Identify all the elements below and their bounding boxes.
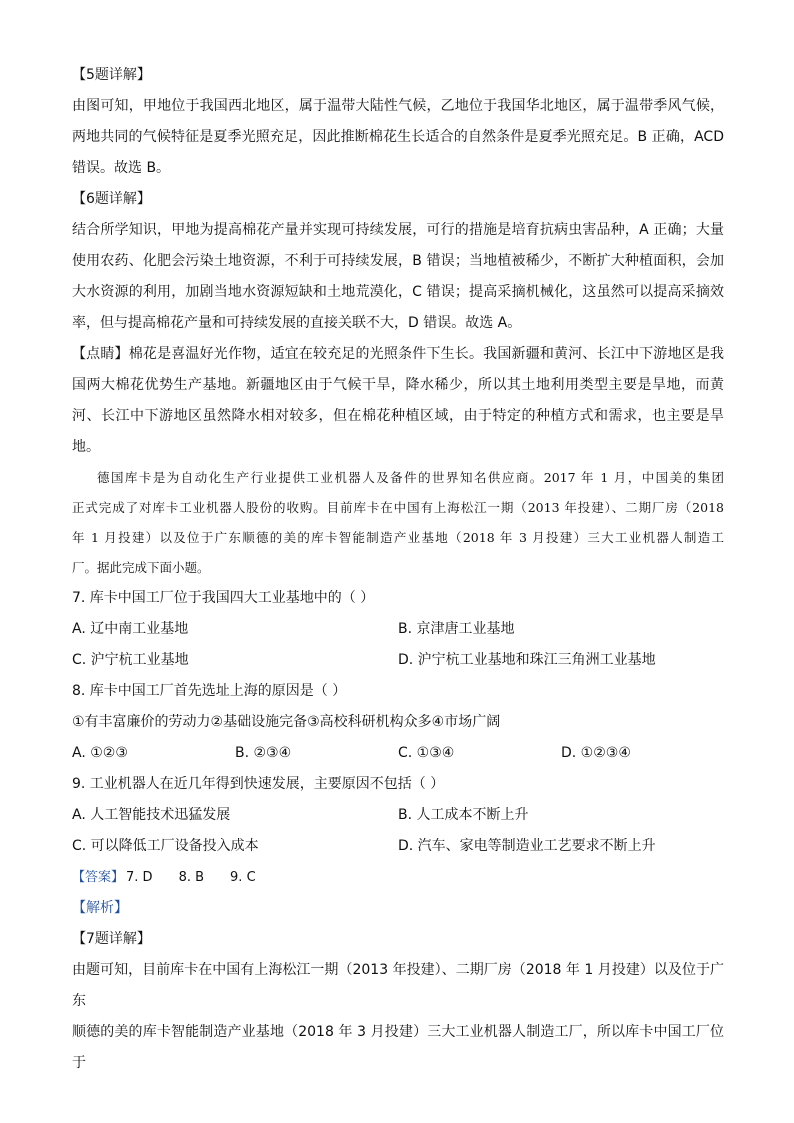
q9-option-a: A. 人工智能技术迅猛发展 [72, 807, 231, 823]
q7-options-row-2 [72, 645, 724, 676]
q6-line-1: 结合所学知识，甲地为提高棉花产量并实现可持续发展，可行的措施是培育抗病虫害品种，A 正确；大量 [72, 222, 724, 238]
q8-stem: 8. 库卡中国工厂首先选址上海的原因是（ ） [72, 683, 347, 699]
document-page [72, 60, 724, 1079]
note-first-line: 棉花是喜温好光作物，适宜在较充足的光照条件下生长。我国新疆和黄河、长江中下游地区是我 [128, 346, 725, 362]
answer-row [72, 862, 724, 893]
passage-line-3: 年 1 月投建）以及位于广东顺德的美的库卡智能制造产业基地（2018 年 3 月投建）三大工业机器人制造工 [72, 530, 724, 545]
q8-options-row [72, 738, 724, 769]
note-line-1 [72, 339, 724, 370]
q7-option-a: A. 辽中南工业基地 [72, 621, 189, 637]
q7-option-c: C. 沪宁杭工业基地 [72, 652, 189, 668]
q8-option-d: D. ①②③④ [561, 745, 631, 761]
q6-line-4: 率，但与提高棉花产量和可持续发展的直接关联不大，D 错误。故选 A。 [72, 315, 522, 331]
analysis-label: 【解析】 [72, 900, 128, 916]
note-label: 【点睛】 [72, 346, 129, 362]
q9-option-b: B. 人工成本不断上升 [398, 807, 529, 823]
note-line-2: 国两大棉花优势生产基地。新疆地区由于气候干旱，降水稀少，所以其土地利用类型主要是旱地，而黄 [72, 377, 724, 393]
q8-option-c: C. ①③④ [398, 745, 455, 761]
q9-options-row-2 [72, 831, 724, 862]
answer-item-7: 7. D [126, 870, 153, 885]
passage-line-1: 德国库卡是为自动化生产行业提供工业机器人及备件的世界知名供应商。2017 年 1 月，中国美的集团 [97, 470, 724, 485]
q7-detail-line-2: 顺德的美的库卡智能制造产业基地（2018 年 3 月投建）三大工业机器人制造工厂，所以库卡中国工厂位于 [72, 1024, 724, 1071]
answer-label: 【答案】 [72, 870, 125, 885]
q6-line-2: 使用农药、化肥会污染土地资源，不利于可持续发展，B 错误；当地植被稀少，不断扩大种植面积，会加 [72, 253, 724, 269]
q5-line-2: 两地共同的气候特征是夏季光照充足，因此推断棉花生长适合的自然条件是夏季光照充足。B 正确，ACD [72, 129, 724, 145]
q7-option-b: B. 京津唐工业基地 [398, 621, 515, 637]
q6-heading: 【6题详解】 [72, 191, 151, 207]
q9-option-d: D. 汽车、家电等制造业工艺要求不断上升 [398, 838, 656, 854]
q7-options-row-1 [72, 614, 724, 645]
q8-option-a: A. ①②③ [72, 745, 128, 761]
q5-heading: 【5题详解】 [72, 67, 151, 83]
q9-stem: 9. 工业机器人在近几年得到快速发展，主要原因不包括（ ） [72, 776, 445, 792]
passage-line-2: 正式完成了对库卡工业机器人股份的收购。目前库卡在中国有上海松江一期（2013 年投建）、二期厂房（2018 [72, 500, 724, 515]
note-line-4: 地。 [72, 439, 100, 455]
note-line-3: 河、长江中下游地区虽然降水相对较多，但在棉花种植区域，由于特定的种植方式和需求，也主要是旱 [72, 408, 724, 424]
q6-line-3: 大水资源的利用，加剧当地水资源短缺和土地荒漠化，C 错误；提高采摘机械化，这虽然可以提高采摘效 [72, 284, 724, 300]
q9-option-c: C. 可以降低工厂设备投入成本 [72, 838, 259, 854]
q7-detail-heading: 【7题详解】 [72, 931, 151, 947]
answer-item-8: 8. B [178, 870, 205, 885]
q7-stem: 7. 库卡中国工厂位于我国四大工业基地中的（ ） [72, 590, 375, 606]
q7-detail-line-1: 由题可知，目前库卡在中国有上海松江一期（2013 年投建）、二期厂房（2018 年 1 月投建）以及位于广东 [72, 962, 724, 1009]
q7-option-d: D. 沪宁杭工业基地和珠江三角洲工业基地 [398, 652, 656, 668]
q5-line-3: 错误。故选 B。 [72, 160, 171, 176]
q8-option-b: B. ②③④ [235, 745, 292, 761]
q5-line-1: 由图可知，甲地位于我国西北地区，属于温带大陆性气候，乙地位于我国华北地区，属于温带季风气候， [72, 98, 724, 114]
q9-options-row-1 [72, 800, 724, 831]
q8-statements: ①有丰富廉价的劳动力②基础设施完备③高校科研机构众多④市场广阔 [72, 714, 501, 730]
answer-item-9: 9. C [230, 870, 256, 885]
passage-line-4: 厂。据此完成下面小题。 [72, 560, 210, 575]
